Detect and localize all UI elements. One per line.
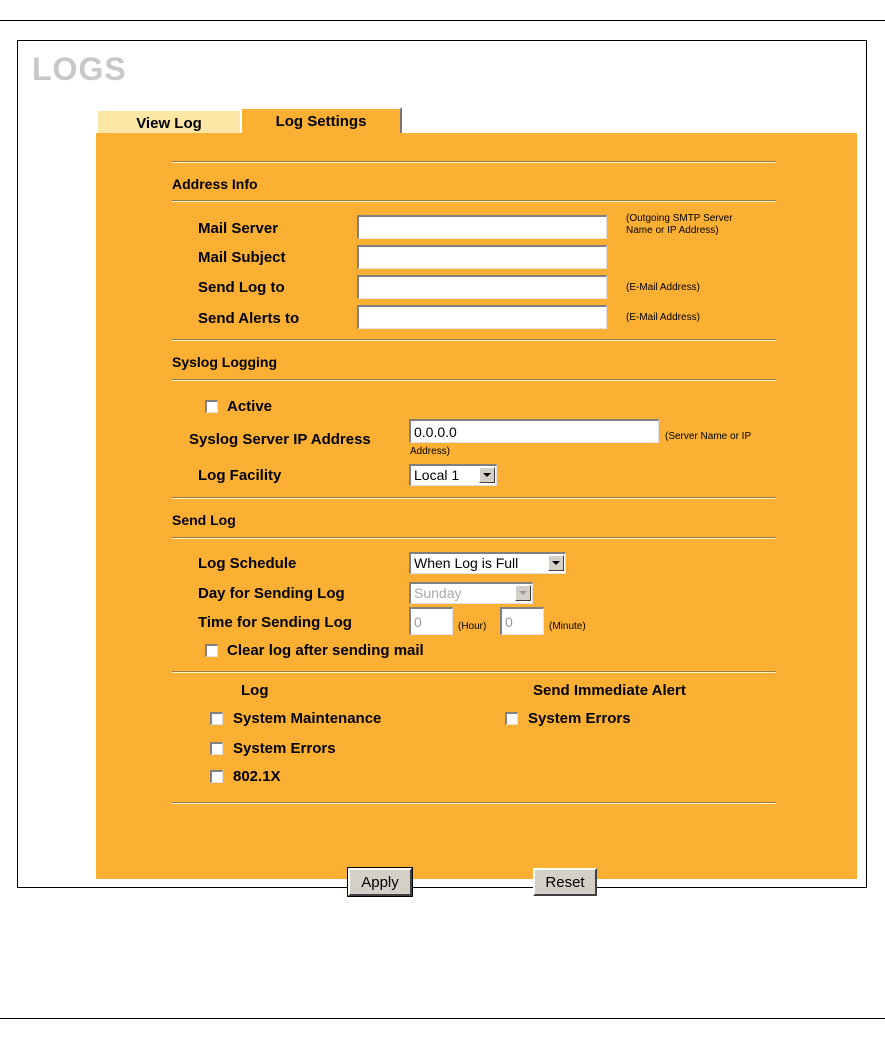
log-system-maintenance-checkbox[interactable] xyxy=(210,712,223,725)
log-column-title: Log xyxy=(241,682,269,699)
clear-log-label: Clear log after sending mail xyxy=(227,642,424,659)
page-title: LOGS xyxy=(32,51,127,87)
syslog-active-label: Active xyxy=(227,398,273,415)
log-schedule-label: Log Schedule xyxy=(198,555,297,572)
log-facility-label: Log Facility xyxy=(198,467,282,484)
send-log-to-input[interactable] xyxy=(357,275,607,299)
screenshot-frame xyxy=(17,40,867,891)
send-log-to-hint: (E-Mail Address) xyxy=(626,282,700,293)
day-for-sending-label: Day for Sending Log xyxy=(198,585,345,602)
send-hour-input[interactable] xyxy=(409,607,453,635)
chevron-down-icon xyxy=(515,585,531,601)
alert-system-errors-checkbox[interactable] xyxy=(505,712,518,725)
chevron-down-icon xyxy=(548,555,564,571)
day-for-sending-value: Sunday xyxy=(414,585,462,601)
top-rule xyxy=(0,20,885,21)
log-system-errors-label: System Errors xyxy=(233,740,336,757)
chevron-down-icon xyxy=(479,467,495,483)
mail-server-label: Mail Server xyxy=(198,220,279,237)
send-log-to-label: Send Log to xyxy=(198,279,285,296)
alert-system-errors-label: System Errors xyxy=(528,710,631,727)
time-for-sending-label: Time for Sending Log xyxy=(198,614,352,631)
reset-button[interactable]: Reset xyxy=(533,868,597,896)
divider xyxy=(172,339,776,341)
apply-button[interactable]: Apply xyxy=(348,868,412,896)
send-minute-input[interactable] xyxy=(500,607,544,635)
send-alerts-to-label: Send Alerts to xyxy=(198,310,300,327)
mail-server-hint: (Outgoing SMTP Server Name or IP Address) xyxy=(626,213,733,236)
log-schedule-value: When Log is Full xyxy=(414,555,519,571)
log-settings-panel xyxy=(96,133,857,891)
log-system-errors-checkbox[interactable] xyxy=(210,742,223,755)
syslog-server-ip-hint-cont: Address) xyxy=(410,446,451,457)
tab-view-log[interactable]: View Log xyxy=(96,109,240,134)
divider xyxy=(172,497,776,499)
divider xyxy=(172,379,776,381)
log-8021x-label: 802.1X xyxy=(233,768,281,785)
divider xyxy=(172,161,776,163)
log-schedule-select[interactable] xyxy=(409,552,566,574)
log-8021x-checkbox[interactable] xyxy=(210,770,223,783)
mail-subject-label: Mail Subject xyxy=(198,249,286,266)
clear-log-checkbox[interactable] xyxy=(205,644,218,657)
day-for-sending-select[interactable] xyxy=(409,582,533,604)
syslog-active-checkbox[interactable] xyxy=(205,400,218,413)
syslog-server-ip-label: Syslog Server IP Address xyxy=(189,431,371,448)
section-address-info: Address Info xyxy=(172,176,258,192)
section-send-log: Send Log xyxy=(172,512,236,528)
divider xyxy=(172,200,776,202)
section-syslog-logging: Syslog Logging xyxy=(172,354,277,370)
syslog-server-ip-input[interactable] xyxy=(409,419,659,443)
mail-server-input[interactable] xyxy=(357,215,607,239)
mail-subject-input[interactable] xyxy=(357,245,607,269)
syslog-server-ip-hint: (Server Name or IP xyxy=(665,431,752,442)
send-alerts-to-input[interactable] xyxy=(357,305,607,329)
bottom-rule xyxy=(0,1018,885,1019)
log-facility-value: Local 1 xyxy=(414,467,460,483)
send-alerts-to-hint: (E-Mail Address) xyxy=(626,312,700,323)
minute-unit-label: (Minute) xyxy=(549,621,586,632)
tab-log-settings[interactable]: Log Settings xyxy=(240,107,402,134)
divider xyxy=(172,802,776,804)
divider xyxy=(172,671,776,673)
log-facility-select[interactable] xyxy=(409,464,497,486)
divider xyxy=(172,537,776,539)
hour-unit-label: (Hour) xyxy=(458,621,487,632)
log-system-maintenance-label: System Maintenance xyxy=(233,710,382,727)
immediate-alert-column-title: Send Immediate Alert xyxy=(533,682,686,699)
